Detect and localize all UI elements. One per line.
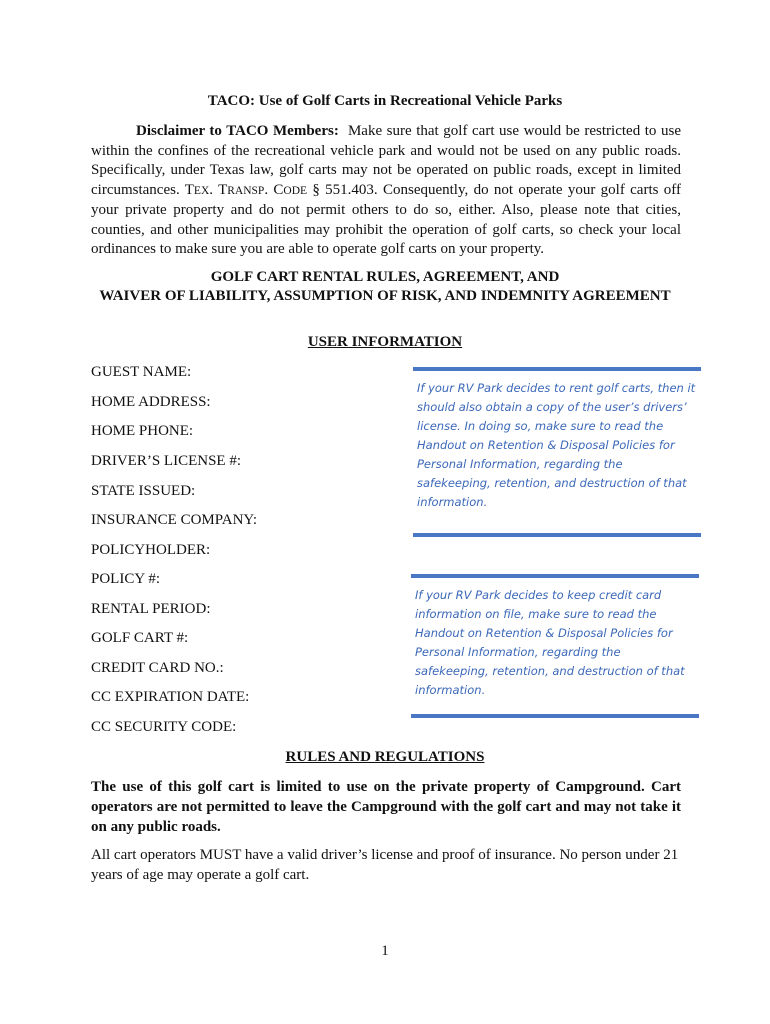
disclaimer-text-end: § 551.403. Consequently, do not operate your golf carts off your private property and do not permit others to do so, either. Also, please note that cities, counties, and other municipalities may prohibit the operation of golf carts, so check your local ordinances to make sure you are able to operate golf carts on your property. <box>91 181 681 257</box>
field-policy-number: POLICY #: <box>91 571 161 587</box>
callout-bottom-border <box>411 714 699 718</box>
statute-sep-1: . T <box>209 181 228 198</box>
field-home-phone: HOME PHONE: <box>91 423 194 439</box>
field-golf-cart-number: GOLF CART #: <box>91 630 189 646</box>
callout-text: If your RV Park decides to keep credit card information on file, make sure to read the Handout on Retention & Disposal Policies for Personal Information, regarding the safekeeping, retention, and destruction of that information. <box>415 588 685 697</box>
page-number: 1 <box>381 943 389 959</box>
field-policyholder: POLICYHOLDER: <box>91 542 211 558</box>
statute-code: ODE <box>283 184 308 197</box>
field-cc-security-code: CC SECURITY CODE: <box>91 719 237 735</box>
disclaimer-text-start: Make sure that golf cart use would be restricted to use within the confines of the recreational vehicle park and would not be used on any public roads. Specifically, under Texas law, golf carts may not be operated on public roads, except in limited circumstances. T <box>91 123 681 198</box>
agreement-heading-line-1: GOLF CART RENTAL RULES, AGREEMENT, AND <box>210 269 560 285</box>
callout-credit-card-note <box>411 574 699 718</box>
field-cc-expiration-date: CC EXPIRATION DATE: <box>91 689 250 705</box>
user-information-heading: USER INFORMATION <box>307 334 463 350</box>
document-title: TACO: Use of Golf Carts in Recreational Vehicle Parks <box>207 93 563 109</box>
statute-sep-2: . C <box>264 181 284 198</box>
disclaimer-paragraph <box>91 122 681 260</box>
statute-transp: RANSP <box>227 184 265 197</box>
disclaimer-label: Disclaimer to TACO Members: <box>136 123 339 139</box>
rules-heading: RULES AND REGULATIONS <box>285 749 485 765</box>
callout-bottom-border <box>413 533 701 537</box>
field-state-issued: STATE ISSUED: <box>91 483 196 499</box>
field-credit-card-number: CREDIT CARD NO.: <box>91 660 224 676</box>
field-insurance-company: INSURANCE COMPANY: <box>91 512 258 528</box>
callout-drivers-license-note <box>413 367 701 537</box>
callout-text: If your RV Park decides to rent golf carts, then it should also obtain a copy of the user’s drivers’ license. In doing so, make sure to read the Handout on Retention & Disposal Policies for Personal Information, regarding the safekeeping, retention, and destruction of that information. <box>417 381 696 509</box>
field-guest-name: GUEST NAME: <box>91 364 192 380</box>
rules-bold-paragraph: The use of this golf cart is limited to use on the private property of Campground. Cart operators are not permitted to leave the Campground with the golf cart and may not take it on any public roads. <box>91 779 681 835</box>
statute-tex: EX <box>193 184 210 197</box>
field-drivers-license: DRIVER’S LICENSE #: <box>91 453 241 469</box>
agreement-heading-line-2: WAIVER OF LIABILITY, ASSUMPTION OF RISK, AND INDEMNITY AGREEMENT <box>99 288 671 304</box>
field-rental-period: RENTAL PERIOD: <box>91 601 211 617</box>
field-home-address: HOME ADDRESS: <box>91 394 211 410</box>
rules-paragraph: All cart operators MUST have a valid driver’s license and proof of insurance. No person under 21 years of age may operate a golf cart. <box>91 847 679 883</box>
agreement-heading <box>0 268 770 306</box>
